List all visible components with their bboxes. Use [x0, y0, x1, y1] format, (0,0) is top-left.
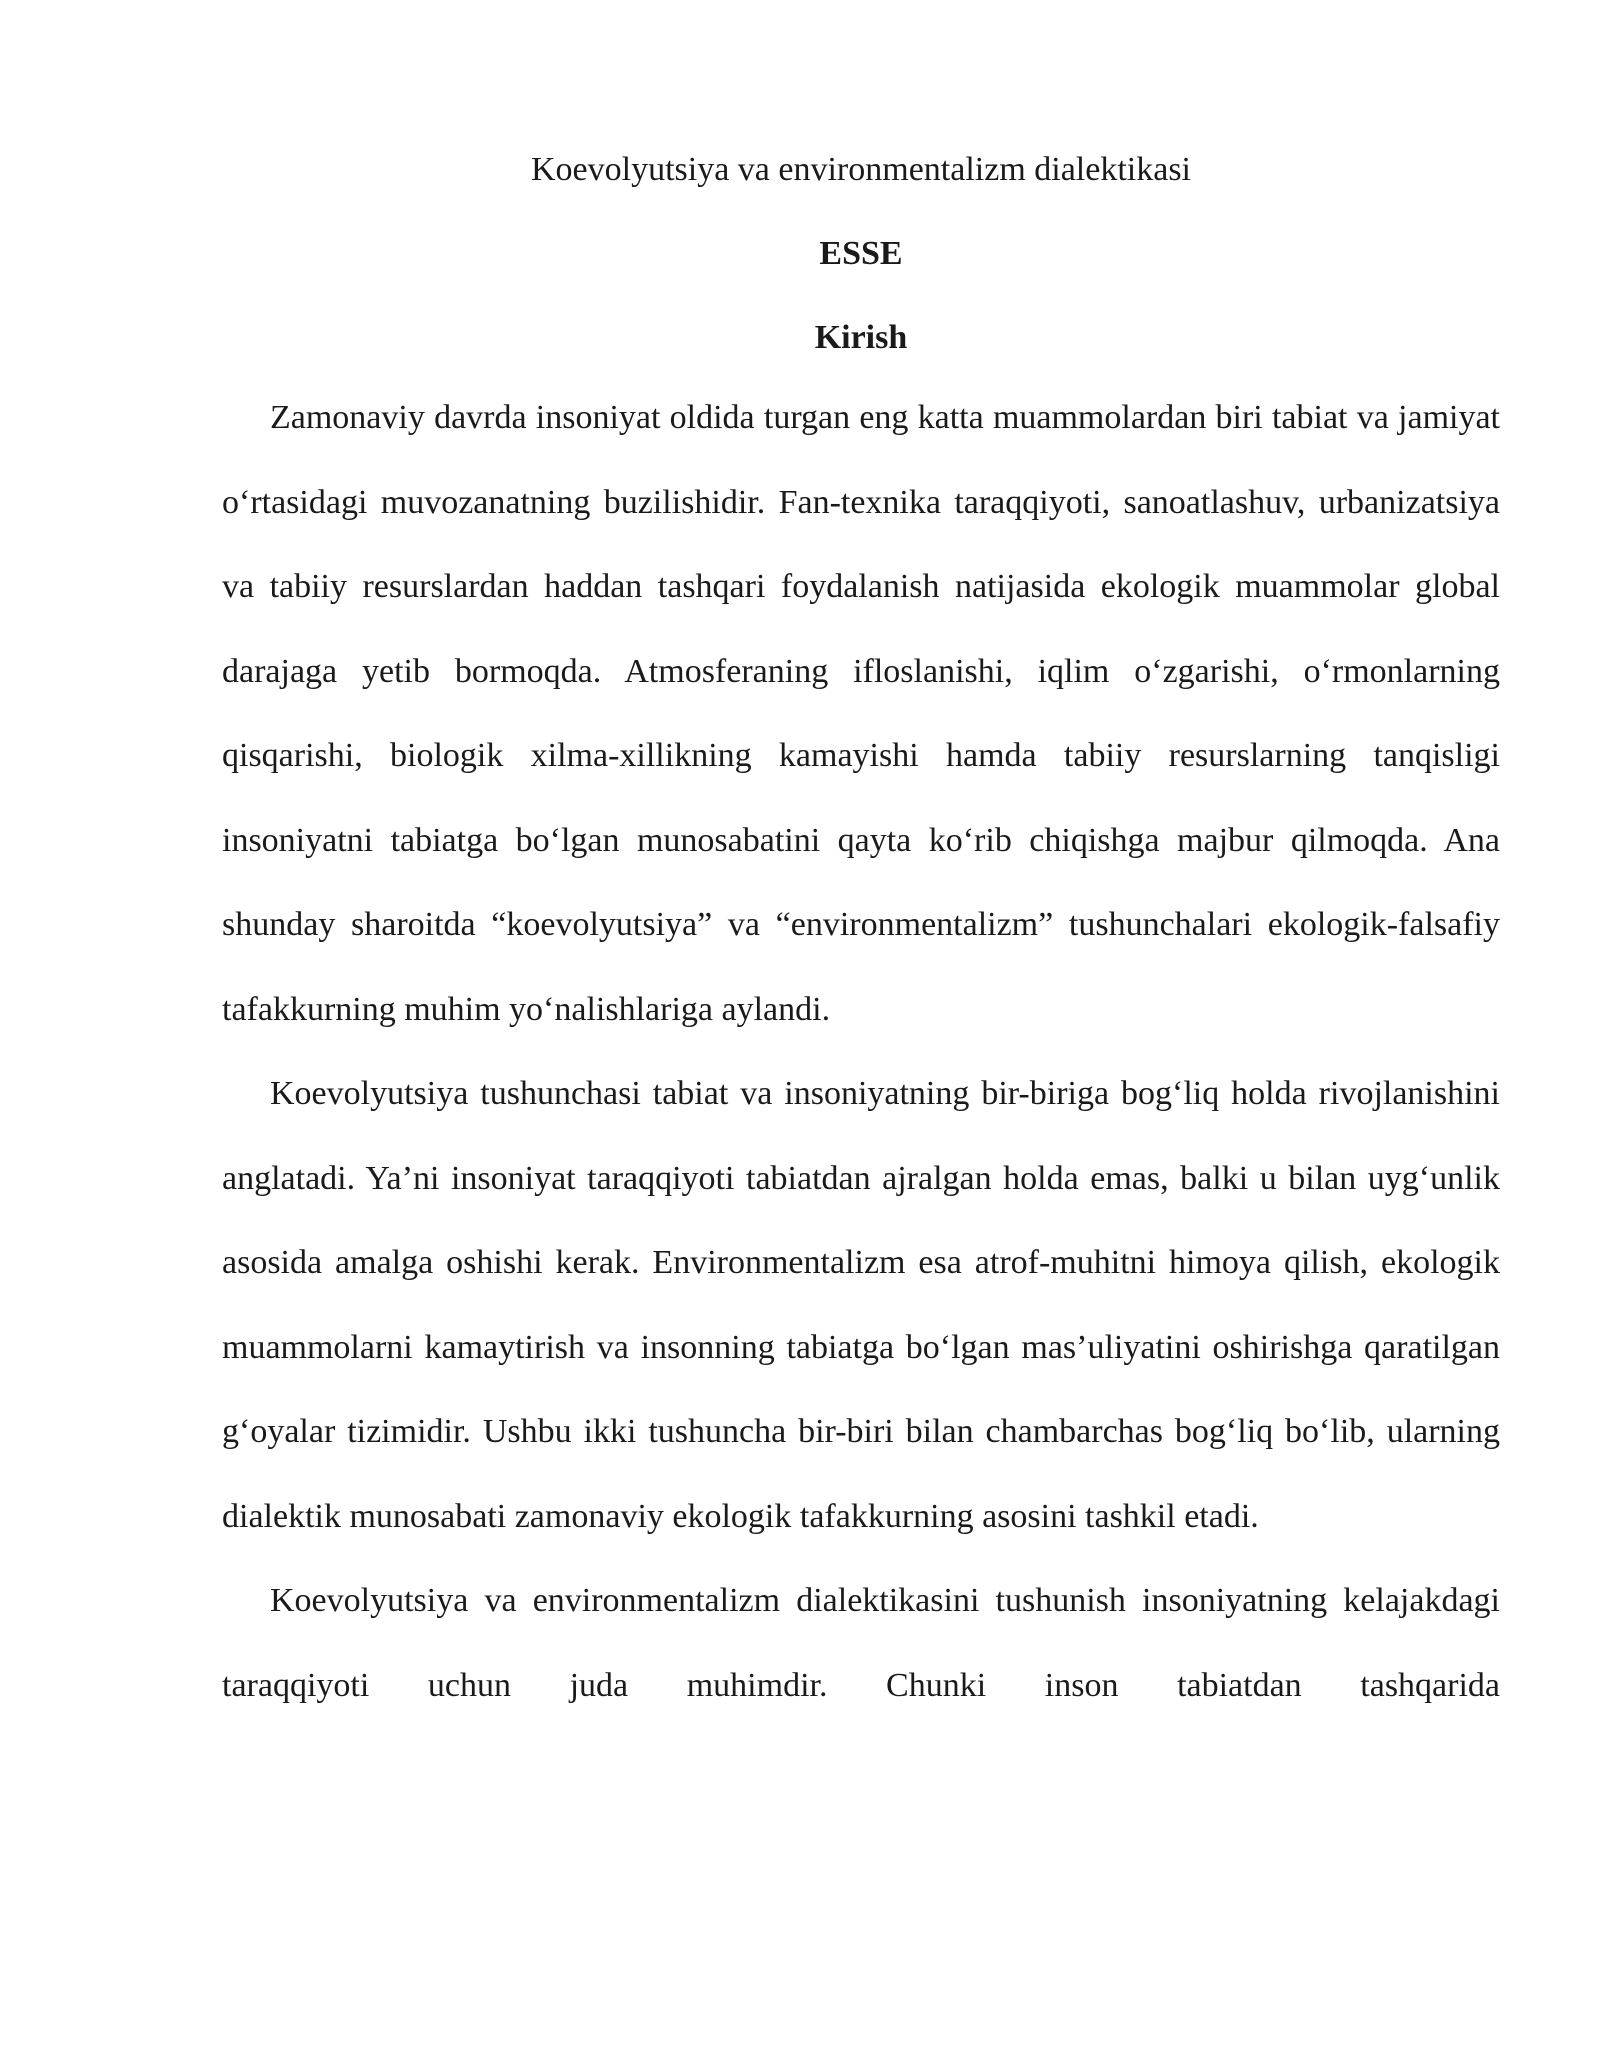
paragraph-1: Zamonaviy davrda insoniyat oldida turgan eng katta muammolardan biri tabiat va jamiyat o‘rtasidagi muvozanatning buzilishidir. Fan-texnika taraqqiyoti, sanoatlashuv, urbanizatsiya va tabiiy resurslardan haddan tashqari foydalanish natijasida ekologik muammolar global darajaga yetib bormoqda. Atmosferaning ifloslanishi, iqlim o‘zgarishi, o‘rmonlarning qisqarishi, biologik xilma-xillikning kamayishi hamda tabiiy resurslarning tanqisligi insoniyatni tabiatga bo‘lgan munosabatini qayta ko‘rib chiqishga majbur qilmoqda. Ana shunday sharoitda “koevolyutsiya” va “environmentalizm” tushunchalari ekologik-falsafiy tafakkurning muhim yo‘nalishlariga aylandi.	[222, 399, 1500, 1028]
document-page	[222, 140, 1500, 1728]
document-title: Koevolyutsiya va environmentalizm dialektikasi	[531, 151, 1191, 188]
document-subtitle: ESSE	[819, 235, 903, 272]
section-heading: Kirish	[814, 319, 908, 356]
paragraph-2: Koevolyutsiya tushunchasi tabiat va insoniyatning bir-biriga bog‘liq holda rivojlanishini anglatadi. Ya’ni insoniyat taraqqiyoti tabiatdan ajralgan holda emas, balki u bilan uyg‘unlik asosida amalga oshishi kerak. Environmentalizm esa atrof-muhitni himoya qilish, ekologik muammolarni kamaytirish va insonning tabiatga bo‘lgan mas’uliyatini oshirishga qaratilgan g‘oyalar tizimidir. Ushbu ikki tushuncha bir-biri bilan chambarchas bog‘liq bo‘lib, ularning dialektik munosabati zamonaviy ekologik tafakkurning asosini tashkil etadi.	[222, 1075, 1500, 1535]
paragraph-3: Koevolyutsiya va environmentalizm dialektikasini tushunish insoniyatning kelajakdagi taraqqiyoti uchun juda muhimdir. Chunki inson tabiatdan tashqarida	[222, 1582, 1500, 1704]
